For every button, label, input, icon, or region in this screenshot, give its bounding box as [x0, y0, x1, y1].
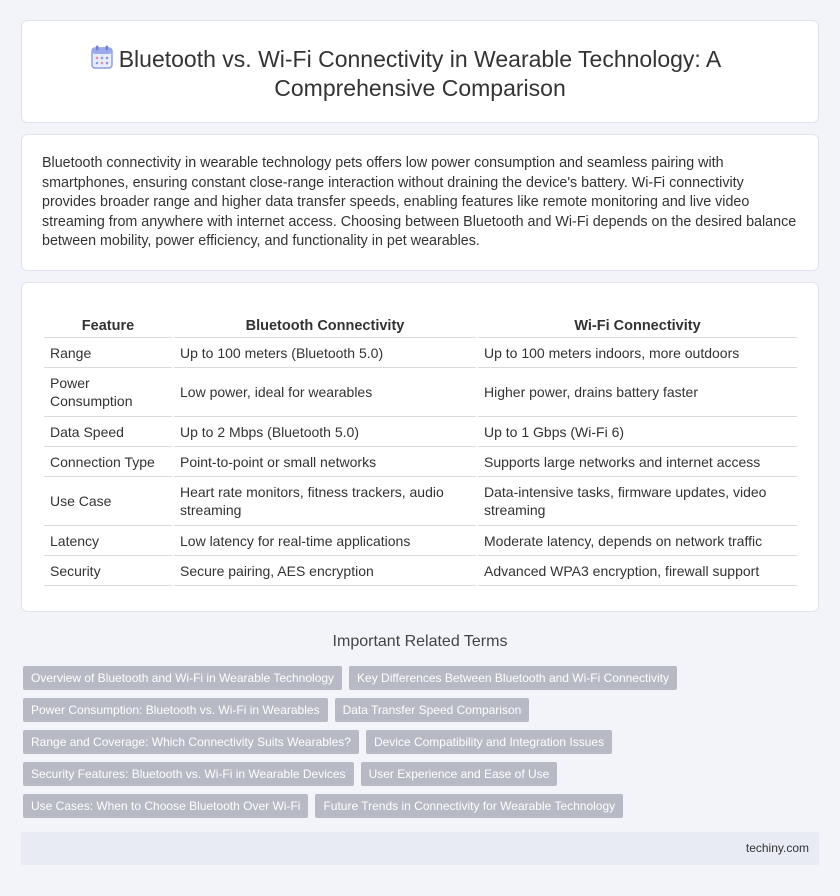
feature-cell: Data Speed [44, 417, 172, 447]
table-row [44, 417, 797, 447]
related-tag[interactable]: Use Cases: When to Choose Bluetooth Over Wi-Fi [23, 794, 308, 818]
bluetooth-cell: Up to 100 meters (Bluetooth 5.0) [174, 338, 476, 368]
wifi-cell: Higher power, drains battery faster [478, 368, 797, 417]
bluetooth-cell: Secure pairing, AES encryption [174, 556, 476, 586]
table-row [44, 368, 797, 417]
table-header-row [44, 312, 797, 338]
table-row [44, 556, 797, 586]
feature-cell: Latency [44, 526, 172, 556]
table-row [44, 338, 797, 368]
table-row [44, 447, 797, 477]
header-feature: Feature [44, 312, 172, 338]
related-tag[interactable]: Security Features: Bluetooth vs. Wi-Fi in Wearable Devices [23, 762, 354, 786]
feature-cell: Range [44, 338, 172, 368]
title-card [21, 20, 819, 123]
bluetooth-cell: Low power, ideal for wearables [174, 368, 476, 417]
comparison-table-card [21, 282, 819, 612]
header-bluetooth: Bluetooth Connectivity [174, 312, 476, 338]
wifi-cell: Up to 1 Gbps (Wi-Fi 6) [478, 417, 797, 447]
feature-cell: Use Case [44, 477, 172, 526]
related-tag[interactable]: Range and Coverage: Which Connectivity Suits Wearables? [23, 730, 359, 754]
bluetooth-cell: Point-to-point or small networks [174, 447, 476, 477]
wifi-cell: Advanced WPA3 encryption, firewall support [478, 556, 797, 586]
footer-site-link[interactable]: techiny.com [745, 841, 809, 855]
related-tag[interactable]: Device Compatibility and Integration Issues [366, 730, 612, 754]
related-tag[interactable]: Data Transfer Speed Comparison [335, 698, 530, 722]
feature-cell: Connection Type [44, 447, 172, 477]
bluetooth-cell: Up to 2 Mbps (Bluetooth 5.0) [174, 417, 476, 447]
related-tag[interactable]: Power Consumption: Bluetooth vs. Wi-Fi in Wearables [23, 698, 328, 722]
footer [21, 832, 819, 865]
bluetooth-cell: Low latency for real-time applications [174, 526, 476, 556]
wifi-cell: Moderate latency, depends on network traffic [478, 526, 797, 556]
table-row [44, 477, 797, 526]
comparison-table [42, 312, 799, 586]
feature-cell: Power Consumption [44, 368, 172, 417]
header-wifi: Wi-Fi Connectivity [478, 312, 797, 338]
related-tag[interactable]: Overview of Bluetooth and Wi-Fi in Wearable Technology [23, 666, 342, 690]
related-tag[interactable]: Future Trends in Connectivity for Wearable Technology [315, 794, 623, 818]
intro-card [21, 134, 819, 271]
table-row [44, 526, 797, 556]
related-tag[interactable]: User Experience and Ease of Use [361, 762, 558, 786]
wifi-cell: Supports large networks and internet access [478, 447, 797, 477]
wifi-cell: Up to 100 meters indoors, more outdoors [478, 338, 797, 368]
tag-row [23, 666, 677, 690]
tag-row [23, 698, 529, 722]
intro-paragraph: Bluetooth connectivity in wearable technology pets offers low power consumption and seamless pairing with smartphones, ensuring constant close-range interaction without draining the device's battery. Wi-Fi connectivity provides broader range and higher data transfer speeds, enabling features like remote monitoring and live video streaming from anywhere with internet access. Choosing between Bluetooth and Wi-Fi depends on the desired balance between mobility, power efficiency, and functionality in pet wearables. [42, 155, 797, 250]
related-tag[interactable]: Key Differences Between Bluetooth and Wi-Fi Connectivity [349, 666, 677, 690]
tag-row [23, 730, 612, 754]
page-title: Bluetooth vs. Wi-Fi Connectivity in Wearable Technology: A Comprehensive Comparison [118, 46, 722, 101]
tag-row [23, 794, 623, 818]
related-terms-heading: Important Related Terms [332, 633, 508, 650]
bluetooth-cell: Heart rate monitors, fitness trackers, audio streaming [174, 477, 476, 526]
wifi-cell: Data-intensive tasks, firmware updates, video streaming [478, 477, 797, 526]
feature-cell: Security [44, 556, 172, 586]
tag-row [23, 762, 557, 786]
